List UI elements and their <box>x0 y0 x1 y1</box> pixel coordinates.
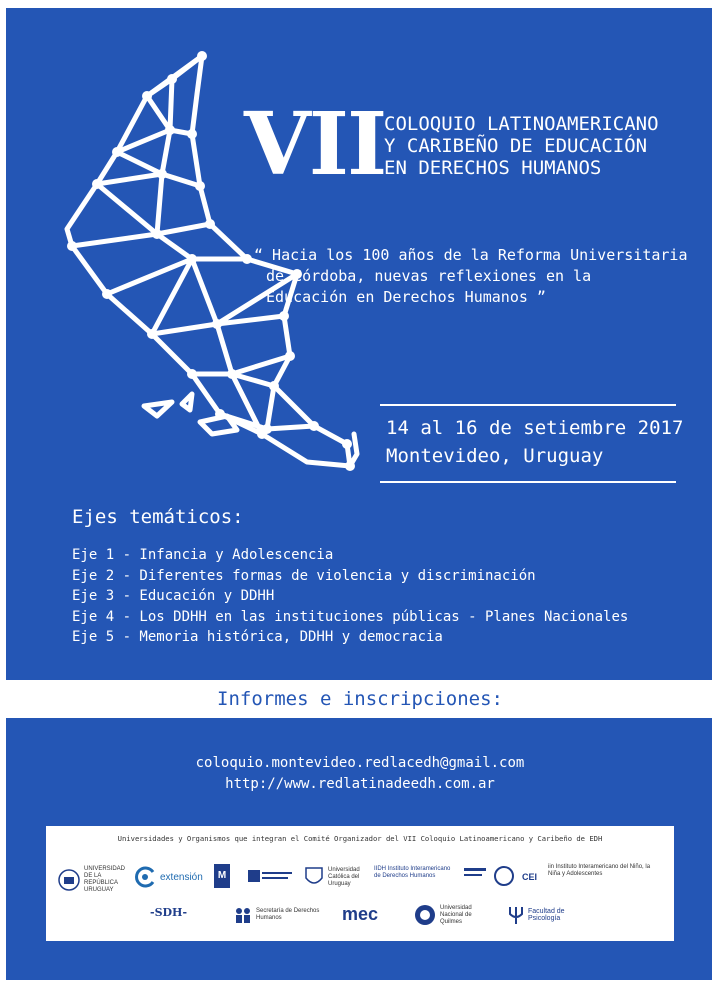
logo-label: CEI <box>522 872 538 882</box>
logo-psicologia <box>508 904 588 926</box>
informes-heading: Informes e inscripciones: <box>217 688 503 710</box>
event-title <box>384 113 659 179</box>
logo-label: mec <box>342 904 379 924</box>
eje-item: Eje 2 - Diferentes formas de violencia y discriminación <box>72 567 536 584</box>
shield-icon <box>304 866 324 888</box>
motto-line: “ Hacia los 100 años de la Reforma Universitaria <box>254 246 688 264</box>
quilmes-logo-icon <box>414 904 436 926</box>
logo-m <box>214 864 230 888</box>
contact-info <box>0 753 720 795</box>
informes-band <box>0 680 720 718</box>
logo-secretaria <box>234 906 340 924</box>
logo-unq <box>414 904 494 926</box>
psi-icon <box>508 904 524 926</box>
logo-label: extensión <box>160 871 203 883</box>
event-dates: 14 al 16 de setiembre 2017 <box>386 417 684 439</box>
extension-logo-icon <box>134 866 156 888</box>
contact-email[interactable]: coloquio.montevideo.redlacedh@gmail.com <box>195 755 525 771</box>
contact-url[interactable]: http://www.redlatinadeedh.com.ar <box>225 776 495 792</box>
divider <box>380 404 676 406</box>
event-motto <box>254 245 704 308</box>
logo-extension <box>134 866 203 888</box>
people-icon <box>234 906 252 924</box>
logo-mec <box>342 904 378 925</box>
cei-logo-icon <box>462 864 518 890</box>
logo-iin <box>548 864 658 878</box>
logo-iidh <box>374 866 452 880</box>
logo-ministry <box>246 866 296 886</box>
logo-label: -SDH- <box>150 906 188 919</box>
motto-line: Educación en Derechos Humanos ” <box>266 288 546 306</box>
logo-cei <box>462 864 537 890</box>
title-line: Y CARIBEÑO DE EDUCACIÓN <box>384 135 648 157</box>
logo-label: iin Instituto Interamericano del Niño, la Niña y Adolescentes <box>548 864 651 877</box>
event-location: Montevideo, Uruguay <box>386 445 604 467</box>
motto-line: de Córdoba, nuevas reflexiones en la <box>266 267 592 285</box>
logo-label: UNIVERSIDAD DE LA REPÚBLICA URUGUAY <box>84 866 126 893</box>
divider <box>380 481 676 483</box>
title-line: EN DERECHOS HUMANOS <box>384 157 602 179</box>
logo-udelar <box>58 866 132 894</box>
logo-label: Universidad Nacional de Quilmes <box>440 904 472 925</box>
sponsor-logos-panel <box>46 826 674 941</box>
sponsors-caption: Universidades y Organismos que integran el Comité Organizador del VII Coloquio Latinoamericano y Caribeño de EDH <box>117 834 603 843</box>
logo-label: Universidad Católica del Uruguay <box>328 866 360 887</box>
edition-roman-numeral: VII <box>244 94 386 195</box>
eje-item: Eje 5 - Memoria histórica, DDHH y democracia <box>72 629 443 645</box>
eje-item: Eje 1 - Infancia y Adolescencia <box>72 547 334 563</box>
university-seal-icon <box>58 869 80 891</box>
logo-label: M <box>214 864 230 888</box>
flag-logo-icon <box>246 866 296 886</box>
ejes-list <box>72 545 628 648</box>
title-line: COLOQUIO LATINOAMERICANO <box>384 113 659 135</box>
logo-sdh <box>150 906 187 919</box>
logo-ucu <box>304 866 370 888</box>
eje-item: Eje 4 - Los DDHH en las instituciones públicas - Planes Nacionales <box>72 608 629 625</box>
logo-label: IIDH Instituto Interamericano de Derechos Humanos <box>374 866 451 879</box>
ejes-heading: Ejes temáticos: <box>72 506 244 528</box>
logo-label: Facultad de Psicología <box>528 908 565 922</box>
eje-item: Eje 3 - Educación y DDHH <box>72 588 275 604</box>
logo-label: Secretaría de Derechos Humanos <box>256 908 320 921</box>
event-date-location <box>386 414 683 470</box>
